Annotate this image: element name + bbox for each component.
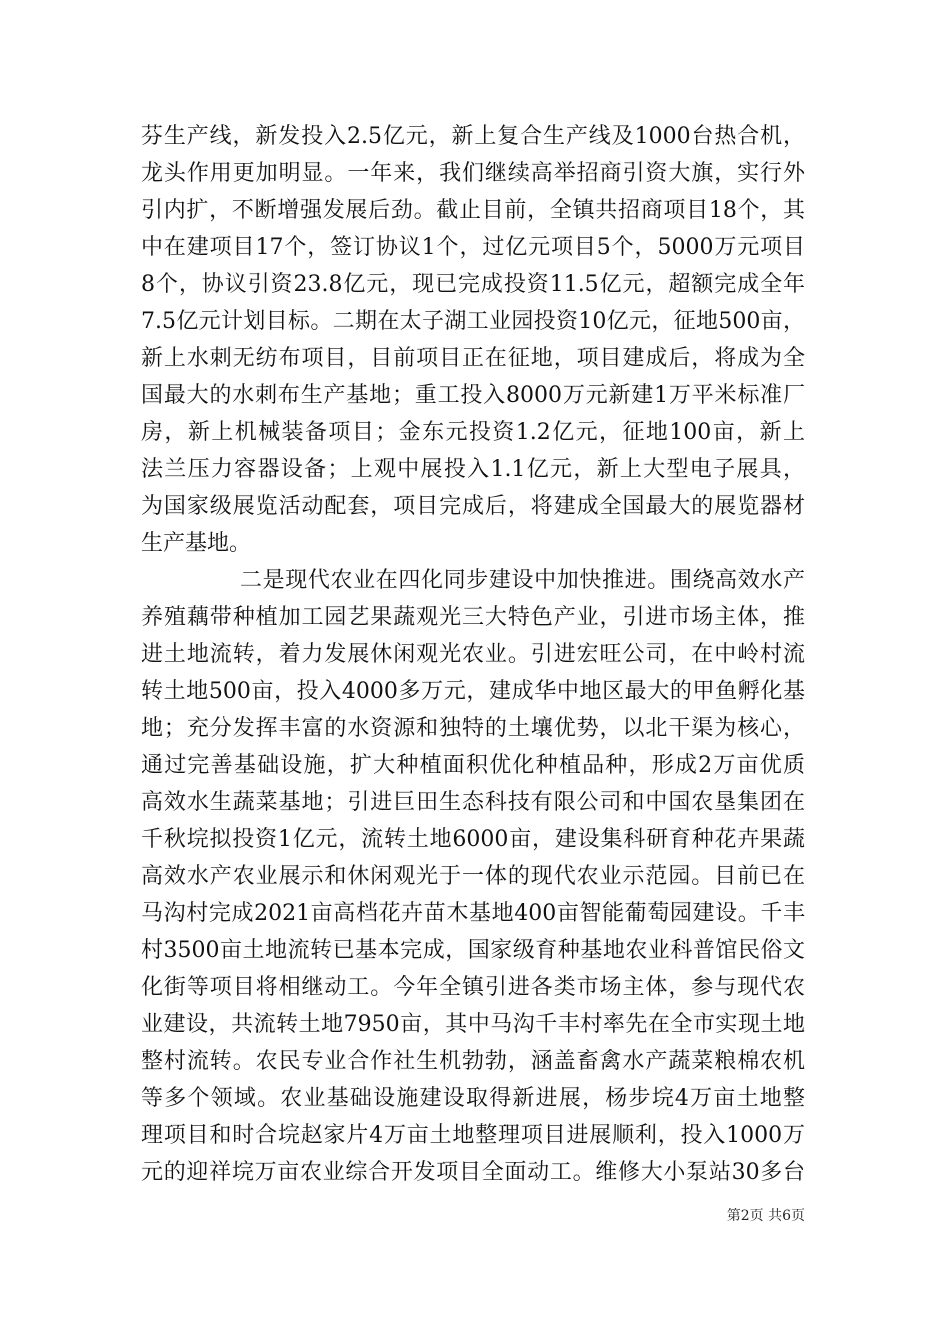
text-line: 等多个领域。农业基础设施建设取得新进展，杨步垸4万亩土地整: [141, 1086, 805, 1111]
text-line: 龙头作用更加明显。一年来，我们继续高举招商引资大旗，实行外: [141, 161, 805, 186]
text-line: 引内扩，不断增强发展后劲。截止目前，全镇共招商项目18个，其: [141, 198, 805, 223]
text-line: 国最大的水刺布生产基地；重工投入8000万元新建1万平米标准厂: [141, 383, 805, 408]
text-line: 高效水生蔬菜基地；引进巨田生态科技有限公司和中国农垦集团在: [141, 790, 805, 815]
text-line: 生产基地。: [141, 531, 252, 556]
text-line: 房，新上机械装备项目；金东元投资1.2亿元，征地100亩，新上: [141, 420, 805, 445]
text-line: 新上水刺无纺布项目，目前项目正在征地，项目建成后，将成为全: [141, 346, 805, 371]
text-line: 业建设，共流转土地7950亩，其中马沟千丰村率先在全市实现土地: [141, 1012, 805, 1037]
text-line: 8个，协议引资23.8亿元，现已完成投资11.5亿元，超额完成全年: [141, 272, 805, 297]
text-line: 整村流转。农民专业合作社生机勃勃，涵盖畜禽水产蔬菜粮棉农机: [141, 1049, 805, 1074]
text-line: 中在建项目17个，签订协议1个，过亿元项目5个，5000万元项目: [141, 235, 805, 260]
text-line: 法兰压力容器设备；上观中展投入1.1亿元，新上大型电子展具，: [141, 457, 805, 482]
text-line: 通过完善基础设施，扩大种植面积优化种植品种，形成2万亩优质: [141, 753, 805, 778]
text-line: 转土地500亩，投入4000多万元，建成华中地区最大的甲鱼孵化基: [141, 679, 805, 704]
text-line: 高效水产农业展示和休闲观光于一体的现代农业示范园。目前已在: [141, 864, 805, 889]
text-line: 养殖藕带种植加工园艺果蔬观光三大特色产业，引进市场主体，推: [141, 605, 805, 630]
text-line: 芬生产线，新发投入2.5亿元，新上复合生产线及1000台热合机，: [141, 124, 805, 149]
text-line: 为国家级展览活动配套，项目完成后，将建成全国最大的展览器材: [141, 494, 805, 519]
text-line: 进土地流转，着力发展休闲观光农业。引进宏旺公司，在中岭村流: [141, 642, 805, 667]
text-line: 理项目和时合垸赵家片4万亩土地整理项目进展顺利，投入1000万: [141, 1123, 805, 1148]
text-line: 地；充分发挥丰富的水资源和独特的土壤优势，以北干渠为核心，: [141, 716, 805, 741]
text-line: 元的迎祥垸万亩农业综合开发项目全面动工。维修大小泵站30多台: [141, 1160, 805, 1185]
text-line: 村3500亩土地流转已基本完成，国家级育种基地农业科普馆民俗文: [141, 938, 805, 963]
text-line: 二是现代农业在四化同步建设中加快推进。围绕高效水产: [240, 568, 805, 593]
text-line: 马沟村完成2021亩高档花卉苗木基地400亩智能葡萄园建设。千丰: [141, 901, 805, 926]
page-number: 第2页 共6页: [726, 1208, 805, 1224]
text-line: 化街等项目将相继动工。今年全镇引进各类市场主体，参与现代农: [141, 975, 805, 1000]
text-line: 千秋垸拟投资1亿元，流转土地6000亩，建设集科研育种花卉果蔬: [141, 827, 805, 852]
text-line: 7.5亿元计划目标。二期在太子湖工业园投资10亿元，征地500亩，: [141, 309, 805, 334]
